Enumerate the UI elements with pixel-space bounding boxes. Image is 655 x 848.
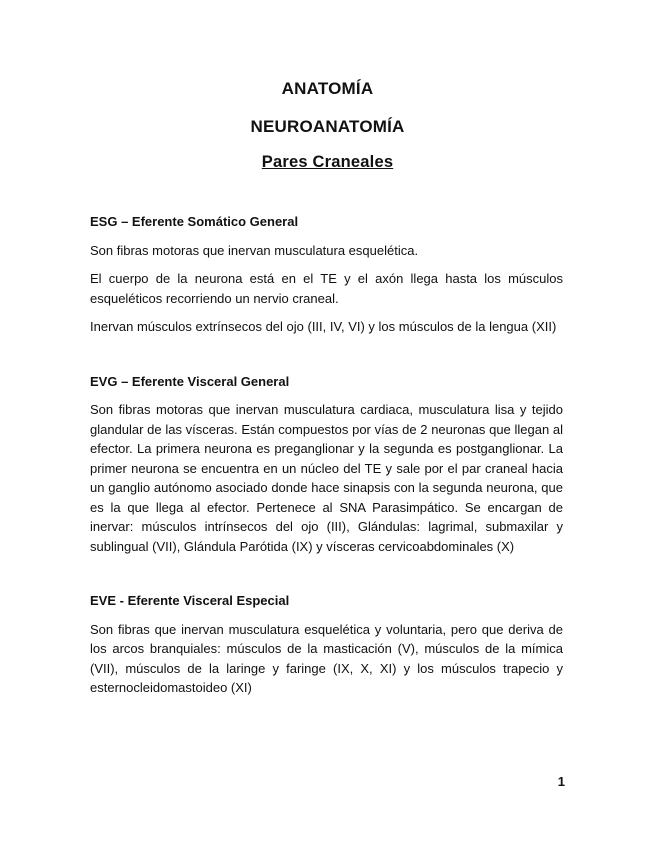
page-number: 1 bbox=[557, 774, 565, 789]
paragraph: Son fibras que inervan musculatura esquelética y voluntaria, pero que deriva de los arcos branquiales: músculos de la masticación (V), músculos de la mímica (VII), músculos de la laringe y faringe (IX, X, XI) y los músculos trapecio y esternocleidomastoideo (XI) bbox=[90, 621, 563, 695]
document-subtitle: NEUROANATOMÍA bbox=[250, 117, 405, 136]
paragraph: Son fibras motoras que inervan musculatura esquelética. bbox=[90, 242, 419, 258]
section-topic-title: Pares Craneales bbox=[261, 153, 394, 171]
section-heading: EVG – Eferente Visceral General bbox=[90, 373, 290, 389]
section-eve bbox=[90, 591, 563, 698]
document-body bbox=[90, 212, 563, 733]
document-title: ANATOMÍA bbox=[281, 79, 374, 98]
paragraph: Son fibras motoras que inervan musculatura cardiaca, musculatura lisa y tejido glandular de las vísceras. Están compuestos por vías de 2 neuronas que llegan al efector. La primera neurona es preganglionar y la segunda es postganglionar. La primer neurona se encuentra en un núcleo del TE y sale por el par craneal hacia un ganglio autónomo asociado donde hace sinapsis con la segunda neurona, que es la que llega al efector. Pertenece al SNA Parasimpático. Se encargan de inervar: músculos intrínsecos del ojo (III), Glándulas: lagrimal, submaxilar y sublingual (VII), Glándula Parótida (IX) y vísceras cervicoabdominales (X) bbox=[90, 402, 563, 554]
section-heading: ESG – Eferente Somático General bbox=[90, 214, 299, 229]
section-evg bbox=[90, 372, 563, 557]
paragraph: Inervan músculos extrínsecos del ojo (III, IV, VI) y los músculos de la lengua (XII) bbox=[90, 319, 557, 334]
paragraph: El cuerpo de la neurona está en el TE y el axón llega hasta los músculos esqueléticos recorriendo un nervio craneal. bbox=[90, 271, 563, 306]
section-heading: EVE - Eferente Visceral Especial bbox=[90, 593, 290, 608]
section-esg bbox=[90, 212, 563, 337]
